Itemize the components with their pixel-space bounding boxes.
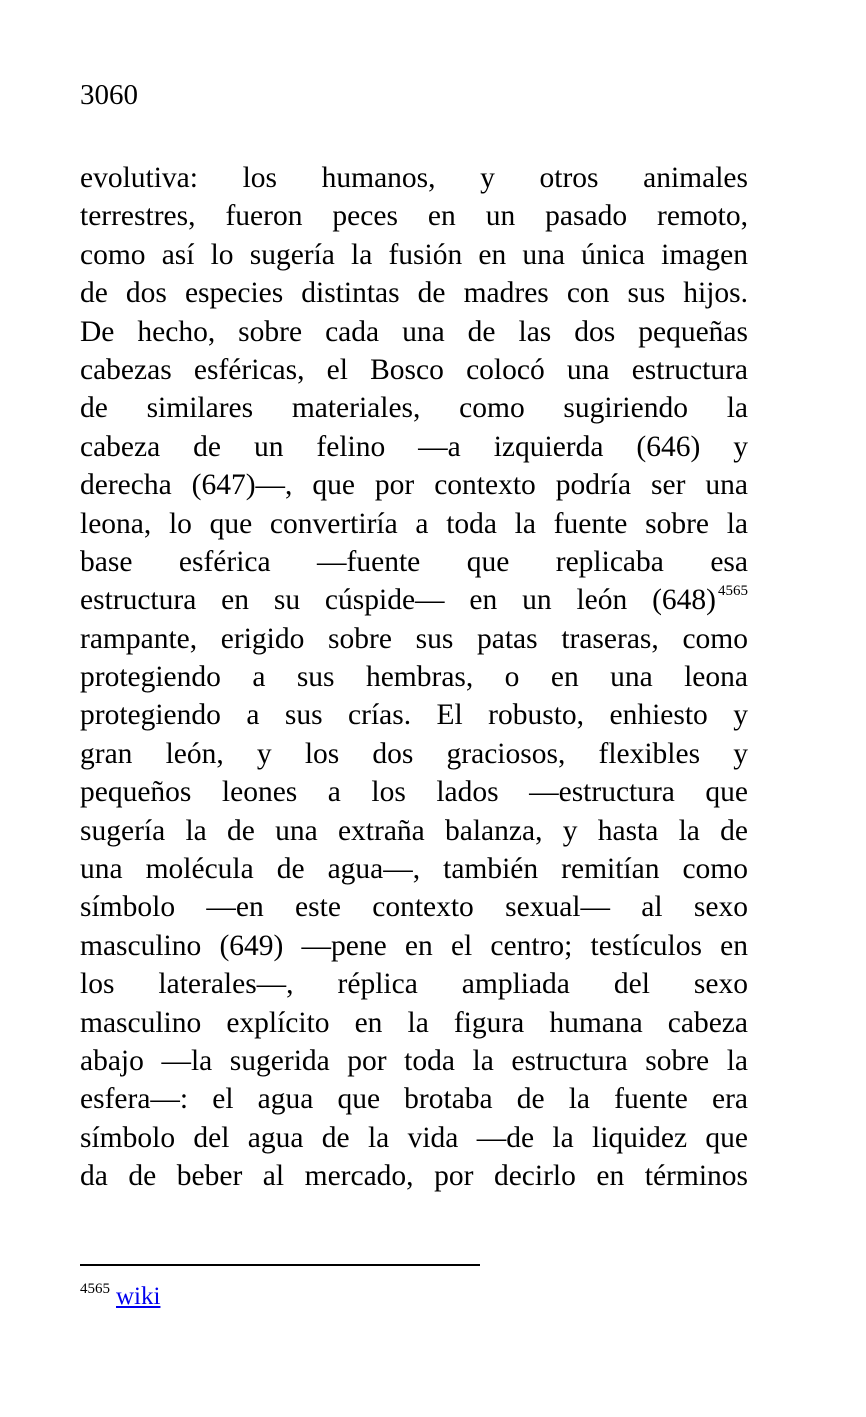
text-line: da de beber al mercado, por decirlo en términos: [80, 1160, 748, 1193]
text-line: sugería la de una extraña balanza, y hasta la de: [80, 814, 748, 847]
text-line: cabezas esféricas, el Bosco colocó una estructura: [80, 353, 748, 386]
text-line: derecha (647)—, que por contexto podría ser una: [80, 469, 748, 502]
text-line: De hecho, sobre cada una de las dos pequeñas: [80, 315, 748, 348]
body-text: [80, 159, 748, 1196]
footnote-number: 4565: [80, 1281, 110, 1297]
footnote-divider: [80, 1264, 480, 1266]
text-line: esfera—: el agua que brotaba de la fuente era: [80, 1083, 748, 1116]
text-line: símbolo —en este contexto sexual— al sexo: [80, 891, 748, 924]
text-line: masculino (649) —pene en el centro; testículos en: [80, 929, 748, 962]
text-line: protegiendo a sus hembras, o en una leona: [80, 661, 748, 694]
footnote: [80, 1280, 160, 1314]
text-line: de dos especies distintas de madres con sus hijos.: [80, 277, 748, 310]
text-line: símbolo del agua de la vida —de la liquidez que: [80, 1121, 748, 1154]
text-line: una molécula de agua—, también remitían como: [80, 853, 748, 886]
text-line: base esférica —fuente que replicaba esa: [80, 545, 748, 578]
footnote-reference[interactable]: 4565: [718, 583, 748, 600]
page-number: 3060: [80, 79, 138, 111]
text-line: abajo —la sugerida por toda la estructura sobre la: [80, 1044, 748, 1077]
footnote-wiki-link[interactable]: wiki: [116, 1283, 161, 1310]
text-line-with-footnote-ref: [80, 581, 748, 619]
text-line: pequeños leones a los lados —estructura que: [80, 776, 748, 809]
text-line: cabeza de un felino —a izquierda (646) y: [80, 430, 748, 463]
text-line: los laterales—, réplica ampliada del sexo: [80, 968, 748, 1001]
text-line-content: estructura en su cúspide— en un león (648): [80, 584, 716, 617]
text-line: como así lo sugería la fusión en una única imagen: [80, 238, 748, 271]
text-line: masculino explícito en la figura humana cabeza: [80, 1006, 748, 1039]
text-line: terrestres, fueron peces en un pasado remoto,: [80, 200, 748, 233]
text-line: gran león, y los dos graciosos, flexibles y: [80, 737, 748, 770]
text-line: rampante, erigido sobre sus patas traseras, como: [80, 622, 748, 655]
text-line: evolutiva: los humanos, y otros animales: [80, 162, 748, 194]
text-line: leona, lo que convertiría a toda la fuente sobre la: [80, 507, 748, 540]
text-line: de similares materiales, como sugiriendo la: [80, 392, 748, 425]
text-line: protegiendo a sus crías. El robusto, enhiesto y: [80, 699, 748, 732]
